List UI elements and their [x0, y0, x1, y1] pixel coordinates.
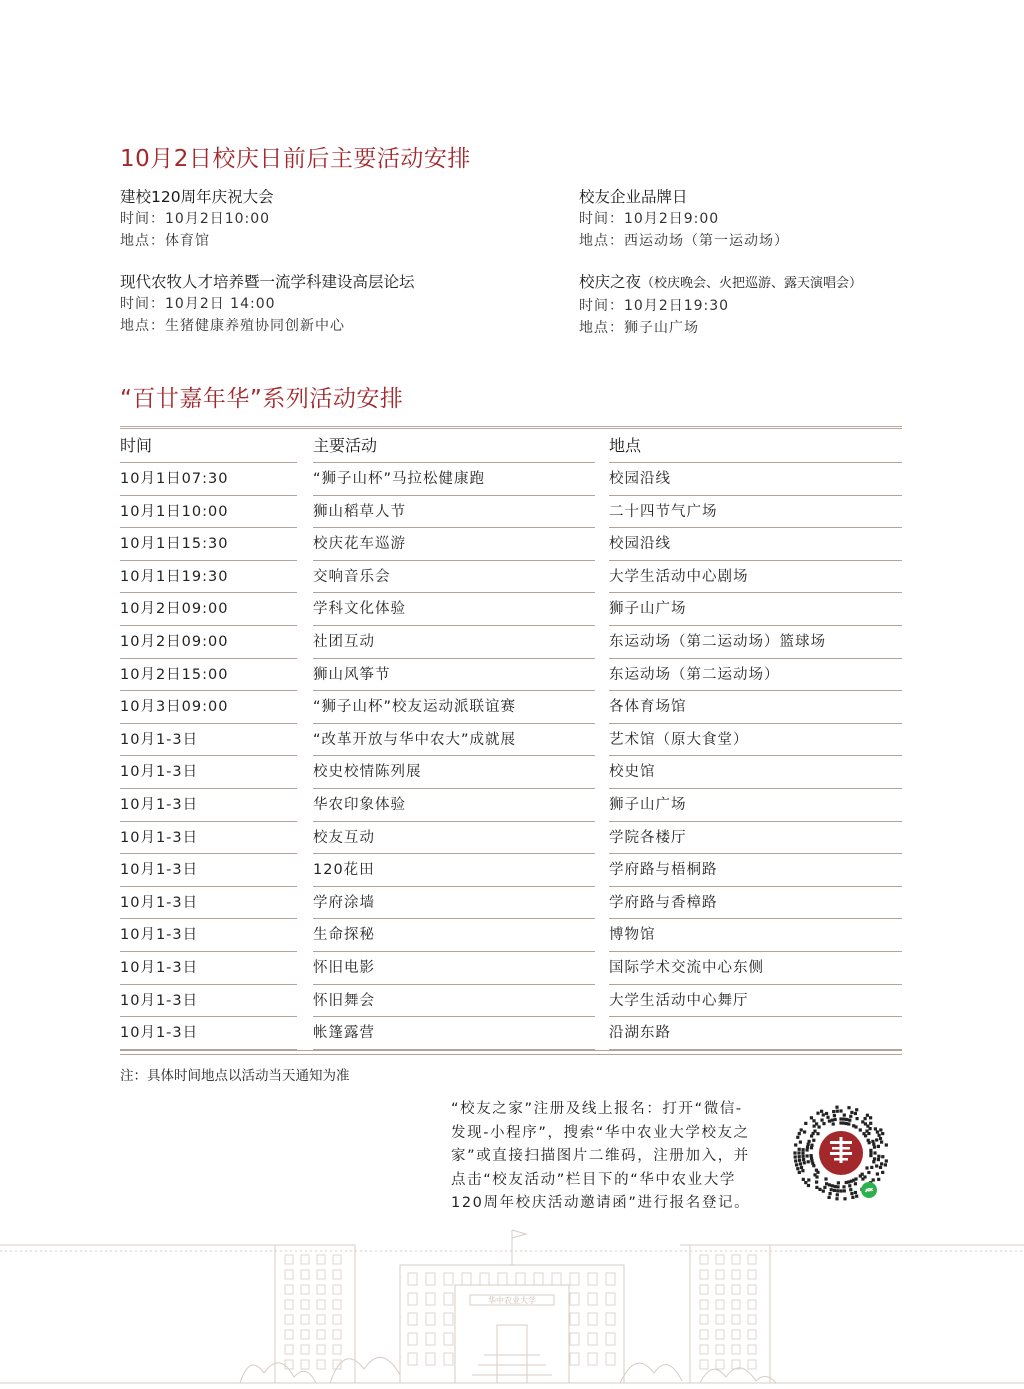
- cell-activity: “狮子山杯”校友运动派联谊赛: [313, 699, 517, 716]
- table-row: [120, 789, 902, 822]
- event-card: [120, 186, 480, 252]
- event-place: 地点：体育馆: [120, 233, 210, 249]
- cell-time: 10月1-3日: [120, 894, 199, 911]
- event-time: 时间：10月2日10:00: [120, 211, 271, 227]
- cell-location: 校园沿线: [609, 471, 671, 487]
- cell-time: 10月1日07:30: [120, 471, 229, 487]
- cell-location: 国际学术交流中心东侧: [609, 959, 764, 976]
- table-body: [120, 463, 902, 1050]
- table-row: [120, 854, 902, 887]
- cell-location: 狮子山广场: [609, 796, 687, 813]
- table-row: [120, 626, 902, 659]
- schedule-table: [120, 426, 902, 1055]
- cell-time: 10月1-3日: [120, 764, 199, 781]
- building-sign: 华中农业大学: [488, 1296, 536, 1305]
- table-row: [120, 822, 902, 855]
- cell-activity: 怀旧舞会: [313, 992, 375, 1009]
- header-location: 地点: [609, 436, 642, 455]
- cell-location: 校园沿线: [609, 536, 671, 553]
- registration-line: 家”或直接扫描图片二维码，注册加入，并: [451, 1148, 750, 1164]
- table-row: [120, 724, 902, 757]
- schedule-note: 注：具体时间地点以活动当天通知为准: [120, 1068, 350, 1084]
- cell-location: 博物馆: [609, 927, 656, 944]
- section1-title: 10月2日校庆日前后主要活动安排: [120, 146, 471, 172]
- event-name: 现代农牧人才培养暨一流学科建设高层论坛: [120, 273, 415, 291]
- cell-activity: 社团互动: [313, 633, 375, 650]
- cell-activity: 120花田: [313, 862, 375, 879]
- cell-time: 10月1-3日: [120, 992, 199, 1009]
- cell-activity: 帐篷露营: [313, 1025, 375, 1042]
- event-name-main: 校庆之夜: [579, 273, 642, 291]
- event-name-note: （校庆晚会、火把巡游、露天演唱会）: [641, 276, 863, 291]
- event-card: [120, 271, 540, 337]
- table-row: [120, 463, 902, 496]
- table-row: [120, 985, 902, 1018]
- cell-location: 学府路与梧桐路: [609, 862, 718, 879]
- registration-line: 120周年校庆活动邀请函”进行报名登记。: [451, 1195, 751, 1211]
- cell-location: 大学生活动中心舞厅: [609, 992, 749, 1009]
- cell-activity: “改革开放与华中农大”成就展: [313, 731, 517, 748]
- table-bottom-rule: [120, 1050, 902, 1055]
- cell-time: 10月3日09:00: [120, 699, 229, 716]
- table-row: [120, 691, 902, 724]
- cell-activity: 狮山风筝节: [313, 666, 391, 683]
- cell-location: 各体育场馆: [609, 699, 687, 716]
- cell-activity: 交响音乐会: [313, 568, 391, 585]
- cell-time: 10月2日09:00: [120, 601, 229, 618]
- section2-title: “百廿嘉年华”系列活动安排: [120, 386, 404, 412]
- registration-line: 点击“校友活动”栏目下的“华中农业大学: [451, 1171, 736, 1188]
- cell-time: 10月1-3日: [120, 959, 199, 976]
- cell-activity: 狮山稻草人节: [313, 503, 406, 520]
- registration-text: [451, 1098, 781, 1216]
- cell-activity: 学府涂墙: [313, 894, 375, 911]
- cell-location: 东运动场（第二运动场）: [609, 666, 780, 683]
- cell-activity: 校友互动: [313, 829, 375, 846]
- cell-time: 10月1-3日: [120, 796, 199, 813]
- registration-line: “校友之家”注册及线上报名：打开“微信-: [451, 1101, 743, 1117]
- event-time: 时间：10月2日 14:00: [120, 296, 276, 312]
- cell-activity: 怀旧电影: [313, 959, 375, 976]
- table-row: [120, 952, 902, 985]
- registration-line: 发现-小程序”，搜索“华中农业大学校友之: [451, 1124, 750, 1141]
- cell-activity: “狮子山杯”马拉松健康跑: [313, 471, 486, 487]
- header-time: 时间: [120, 436, 153, 455]
- cell-time: 10月1日19:30: [120, 568, 229, 585]
- cell-time: 10月1日15:30: [120, 536, 229, 553]
- cell-activity: 华农印象体验: [313, 796, 406, 813]
- cell-activity: 生命探秘: [313, 927, 375, 944]
- cell-activity: 校史校情陈列展: [313, 764, 422, 781]
- table-row: [120, 528, 902, 561]
- cell-time: 10月1-3日: [120, 829, 199, 846]
- event-name: 校友企业品牌日: [579, 188, 688, 206]
- event-card: [579, 271, 920, 339]
- table-header: [120, 426, 902, 463]
- table-row: [120, 756, 902, 789]
- campus-building-illustration: [0, 1225, 1024, 1389]
- table-row: [120, 1017, 902, 1050]
- cell-location: 校史馆: [609, 764, 656, 781]
- event-place: 地点：狮子山广场: [579, 320, 699, 336]
- cell-time: 10月1日10:00: [120, 503, 229, 520]
- mini-program-qr-icon[interactable]: [791, 1103, 891, 1203]
- table-row: [120, 593, 902, 626]
- cell-location: 艺术馆（原大食堂）: [609, 731, 749, 748]
- table-row: [120, 659, 902, 692]
- cell-location: 学院各楼厅: [609, 829, 687, 846]
- table-row: [120, 919, 902, 952]
- cell-activity: 学科文化体验: [313, 601, 406, 618]
- cell-location: 二十四节气广场: [609, 503, 718, 520]
- event-name: [579, 271, 920, 295]
- event-place: 地点：西运动场（第一运动场）: [579, 233, 789, 249]
- cell-location: 东运动场（第二运动场）篮球场: [609, 633, 826, 650]
- event-time: 时间：10月2日19:30: [579, 298, 730, 314]
- event-place: 地点：生猪健康养殖协同创新中心: [120, 318, 345, 334]
- event-name: 建校120周年庆祝大会: [120, 188, 274, 206]
- event-time: 时间：10月2日9:00: [579, 211, 720, 227]
- event-card: [579, 186, 939, 252]
- cell-activity: 校庆花车巡游: [313, 536, 406, 553]
- cell-time: 10月2日15:00: [120, 666, 229, 683]
- cell-location: 学府路与香樟路: [609, 894, 718, 911]
- table-row: [120, 887, 902, 920]
- cell-location: 沿湖东路: [609, 1025, 671, 1042]
- table-row: [120, 561, 902, 594]
- header-activity: 主要活动: [313, 436, 378, 455]
- cell-time: 10月1-3日: [120, 927, 199, 944]
- cell-time: 10月2日09:00: [120, 633, 229, 650]
- cell-location: 狮子山广场: [609, 601, 687, 618]
- cell-time: 10月1-3日: [120, 862, 199, 879]
- cell-time: 10月1-3日: [120, 1025, 199, 1042]
- cell-time: 10月1-3日: [120, 731, 199, 748]
- table-row: [120, 496, 902, 529]
- cell-location: 大学生活动中心剧场: [609, 568, 749, 585]
